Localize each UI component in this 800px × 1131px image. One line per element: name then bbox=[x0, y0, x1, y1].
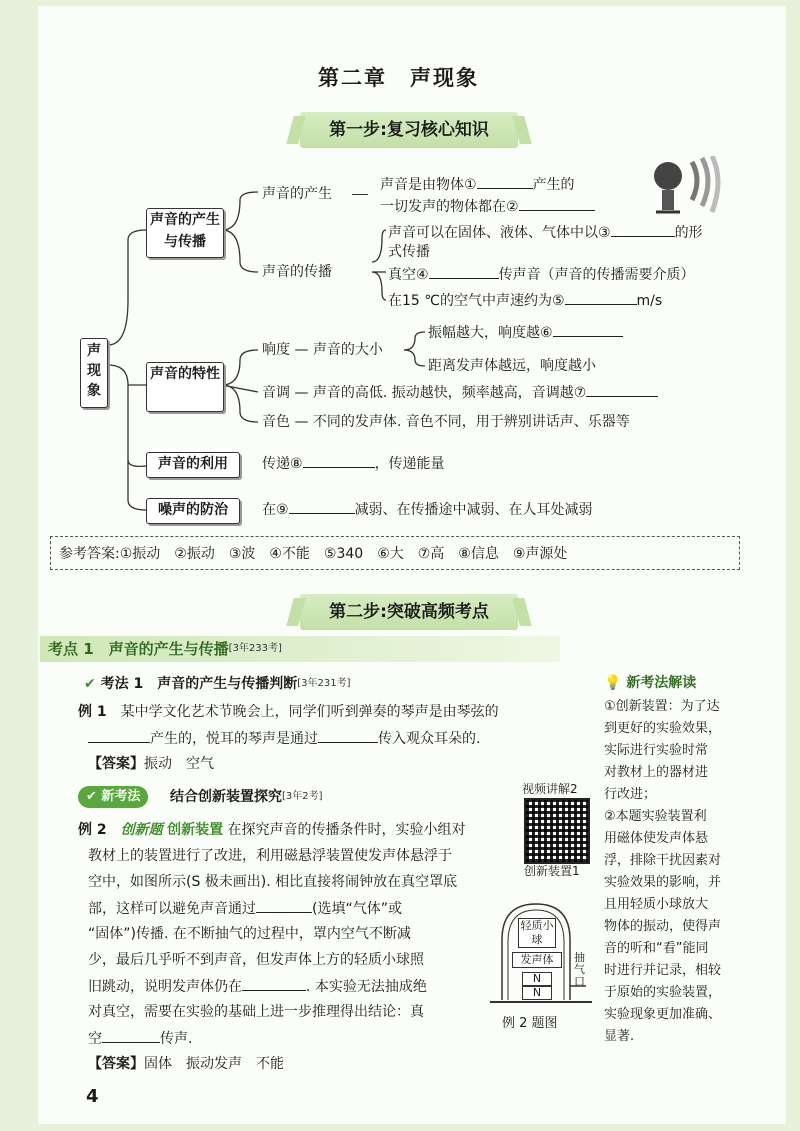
side-note-line: 且用轻质小球放大 bbox=[604, 897, 709, 912]
side-note-line: 音的听和“看”能同 bbox=[604, 941, 709, 956]
production-line1-b: 产生的 bbox=[532, 177, 575, 193]
light-ball-label: 轻质小球 bbox=[518, 918, 556, 948]
new-method-tag-text: 新考法 bbox=[101, 789, 141, 804]
dash-connector bbox=[352, 194, 368, 195]
example-1-line2 bbox=[88, 728, 480, 749]
timbre: 音色 — 不同的发声体. 音色不同，用于辨别讲话声、乐器等 bbox=[262, 414, 630, 430]
utilization-a: 传递⑧ bbox=[262, 456, 303, 472]
example-1-line2-b: 传入观众耳朵的. bbox=[378, 731, 481, 747]
example-2-line2: 教材上的装置进行了改进，利用磁悬浮装置使发声体悬浮于 bbox=[88, 848, 452, 864]
example-2-tag2: 创新装置 bbox=[167, 822, 224, 838]
branch-characteristics: 声音的特性 bbox=[146, 362, 224, 412]
noise-line bbox=[262, 499, 593, 520]
example-1 bbox=[78, 702, 598, 722]
side-note-line: 物体的振动，使得声 bbox=[604, 919, 722, 934]
side-note-line: 显著. bbox=[604, 1029, 635, 1044]
pump-outlet-label: 抽气口 bbox=[574, 951, 585, 988]
blank-ex2-2 bbox=[242, 976, 306, 991]
kaodian-1 bbox=[40, 636, 560, 662]
propagation-line3 bbox=[388, 290, 662, 311]
qr-caption: 创新装置1 bbox=[524, 864, 580, 878]
side-note-line: 实际进行实验时常 bbox=[604, 743, 709, 758]
new-method-sup: [3年2考] bbox=[282, 791, 323, 802]
example-2-line4 bbox=[88, 898, 402, 919]
example-2-text1: 在探究声音的传播条件时，实验小组对 bbox=[227, 822, 466, 838]
side-note-line: 实验现象更加准确、 bbox=[604, 1007, 722, 1022]
loudness: 响度 — 声音的大小 bbox=[262, 342, 383, 358]
side-note-line: ①创新装置：为了达 bbox=[604, 699, 720, 714]
utilization-b: ，传递能量 bbox=[374, 456, 445, 472]
example-2-line9 bbox=[88, 1028, 192, 1049]
production-line1 bbox=[380, 174, 575, 195]
example-2-no: 例 2 bbox=[78, 822, 107, 838]
example-2-line7-b: . 本实验无法抽成绝 bbox=[306, 979, 427, 995]
example-2-line5: “固体”)传播. 在不断抽气的过程中，罩内空气不断减 bbox=[88, 926, 411, 942]
pitch bbox=[262, 382, 658, 403]
example-1-line2-a: 产生的，悦耳的琴声是通过 bbox=[150, 731, 318, 747]
example-2-line4-a: 部，这样可以避免声音通过 bbox=[88, 901, 256, 917]
blank-9 bbox=[289, 499, 355, 514]
example-2-answer bbox=[88, 1054, 284, 1074]
new-method-tag bbox=[78, 786, 148, 808]
pitch-text: 音调 — 声音的高低. 振动越快，频率越高，音调越⑦ bbox=[262, 385, 587, 401]
chapter-title: 第二章 声现象 bbox=[318, 66, 479, 90]
example-1-line1: 某中学文化艺术节晚会上，同学们听到弹奏的琴声是由琴弦的 bbox=[120, 704, 499, 720]
example-2-line4-b: (选填“气体”或 bbox=[312, 901, 402, 917]
blank-7 bbox=[586, 382, 658, 397]
propagation-line2-a: 真空④ bbox=[388, 267, 429, 283]
loudness-a-text: 振幅越大，响度越⑥ bbox=[428, 325, 553, 341]
example-2-line7-a: 旧跳动，说明发声体仍在 bbox=[88, 979, 242, 995]
blank-6 bbox=[553, 322, 623, 337]
example-2-answer-label: 【答案】 bbox=[88, 1056, 144, 1072]
example-2-line8: 对真空，需要在实验的基础上进一步推理得出结论：真 bbox=[88, 1004, 424, 1020]
example-1-answer-text: 振动 空气 bbox=[144, 756, 214, 772]
example-2-line3: 空中，如图所示(S 极未画出). 相比直接将闹钟放在真空罩底 bbox=[88, 874, 458, 890]
qr-title: 视频讲解2 bbox=[522, 782, 578, 796]
example-2-answer-text: 固体 振动发声 不能 bbox=[144, 1056, 284, 1072]
side-notes bbox=[604, 696, 754, 1048]
tag-check-icon: ✔ bbox=[86, 789, 102, 804]
example-2-line7 bbox=[88, 976, 427, 997]
kaofa-1 bbox=[84, 674, 351, 694]
propagation-line1c: 式传播 bbox=[388, 244, 430, 260]
side-note-line: 行改进； bbox=[604, 787, 657, 802]
kaofa-1-sup: [3年231考] bbox=[297, 678, 351, 689]
sub-propagation: 声音的传播 bbox=[262, 264, 332, 280]
example-2-line9-a: 空 bbox=[88, 1031, 102, 1047]
blank-5 bbox=[565, 290, 637, 305]
side-note-line: 于原始的实验装置， bbox=[604, 985, 722, 1000]
propagation-line3-b: m/s bbox=[636, 293, 663, 309]
new-method-title-text: 结合创新装置探究 bbox=[170, 789, 282, 805]
branch-noise-control: 噪声的防治 bbox=[146, 498, 240, 524]
example-2-line6: 少，最后几乎听不到声音，但发声体上方的轻质小球照 bbox=[88, 952, 424, 968]
side-note-line: ②本题实验装置利 bbox=[604, 809, 707, 824]
blank-2 bbox=[519, 196, 595, 211]
side-note-line: 对教材上的器材进 bbox=[604, 765, 709, 780]
production-line1-a: 声音是由物体① bbox=[380, 177, 477, 193]
branch-utilization: 声音的利用 bbox=[146, 452, 240, 478]
loudness-a bbox=[428, 322, 623, 343]
propagation-line1 bbox=[388, 222, 703, 243]
production-line2-a: 一切发声的物体都在② bbox=[380, 199, 519, 215]
side-note-line: 到更好的实验效果， bbox=[604, 721, 722, 736]
propagation-line2 bbox=[388, 264, 695, 285]
step2-banner: 第二步:突破高频考点 bbox=[300, 594, 518, 630]
propagation-line2-b: 传声音（声音的传播需要介质） bbox=[498, 267, 695, 283]
example-2-line9-b: 传声. bbox=[160, 1031, 193, 1047]
blank-3 bbox=[611, 222, 675, 237]
side-note-line: 时进行并记录，相较 bbox=[604, 963, 722, 978]
blank-ex2-1 bbox=[256, 898, 312, 913]
propagation-line3-a: 在15 ℃的空气中声速约为⑤ bbox=[388, 293, 565, 309]
speaker-illustration bbox=[648, 156, 724, 218]
noise-b: 减弱、在传播途中减弱、在人耳处减弱 bbox=[354, 502, 593, 518]
example-2-tag1: 创新题 bbox=[120, 822, 163, 838]
blank-ex1-2 bbox=[318, 728, 378, 743]
example-2-line1 bbox=[78, 820, 466, 840]
magnet-n1: N bbox=[522, 972, 552, 986]
qr-code[interactable] bbox=[524, 798, 590, 864]
example-1-answer bbox=[88, 754, 214, 774]
kaofa-1-label: 考法 1 声音的产生与传播判断 bbox=[100, 676, 298, 692]
page-number: 4 bbox=[86, 1086, 99, 1107]
sounding-body-label: 发声体 bbox=[512, 952, 562, 968]
kaodian-1-sup: [3年233考] bbox=[228, 643, 282, 654]
side-note-line: 用磁体使发声体悬 bbox=[604, 831, 709, 846]
blank-ex1-1 bbox=[88, 728, 150, 743]
blank-8 bbox=[303, 453, 375, 468]
side-title-text: 新考法解读 bbox=[626, 675, 697, 691]
side-note-line: 浮，排除干扰因素对 bbox=[604, 853, 722, 868]
utilization-line bbox=[262, 453, 445, 474]
side-title bbox=[604, 672, 696, 692]
side-note-line: 实验效果的影响，并 bbox=[604, 875, 722, 890]
propagation-line1-b: 的形 bbox=[674, 225, 703, 241]
kaodian-1-label: 考点 1 声音的产生与传播 bbox=[48, 640, 229, 658]
step1-banner: 第一步:复习核心知识 bbox=[300, 112, 518, 148]
example-1-no: 例 1 bbox=[78, 704, 107, 720]
blank-ex2-3 bbox=[102, 1028, 160, 1043]
lightbulb-icon: 💡 bbox=[604, 675, 622, 691]
figure-caption: 例 2 题图 bbox=[502, 1016, 558, 1031]
reference-answers: 参考答案:①振动 ②振动 ③波 ④不能 ⑤340 ⑥大 ⑦高 ⑧信息 ⑨声源处 bbox=[50, 536, 740, 570]
new-method-title bbox=[170, 787, 323, 807]
propagation-line1-a: 声音可以在固体、液体、气体中以③ bbox=[388, 225, 611, 241]
example-1-answer-label: 【答案】 bbox=[88, 756, 144, 772]
magnet-n2: N bbox=[522, 986, 552, 1000]
blank-1 bbox=[477, 174, 533, 189]
production-line2 bbox=[380, 196, 595, 217]
bell-jar-figure bbox=[486, 900, 596, 1010]
sub-production: 声音的产生 bbox=[262, 186, 332, 202]
noise-a: 在⑨ bbox=[262, 502, 289, 518]
blank-4 bbox=[429, 264, 499, 279]
branch-production-propagation: 声音的产生与传播 bbox=[146, 208, 224, 258]
root-node: 声现象 bbox=[80, 338, 108, 408]
loudness-b: 距离发声体越远，响度越小 bbox=[428, 358, 596, 374]
check-icon: ✔ bbox=[84, 676, 96, 692]
